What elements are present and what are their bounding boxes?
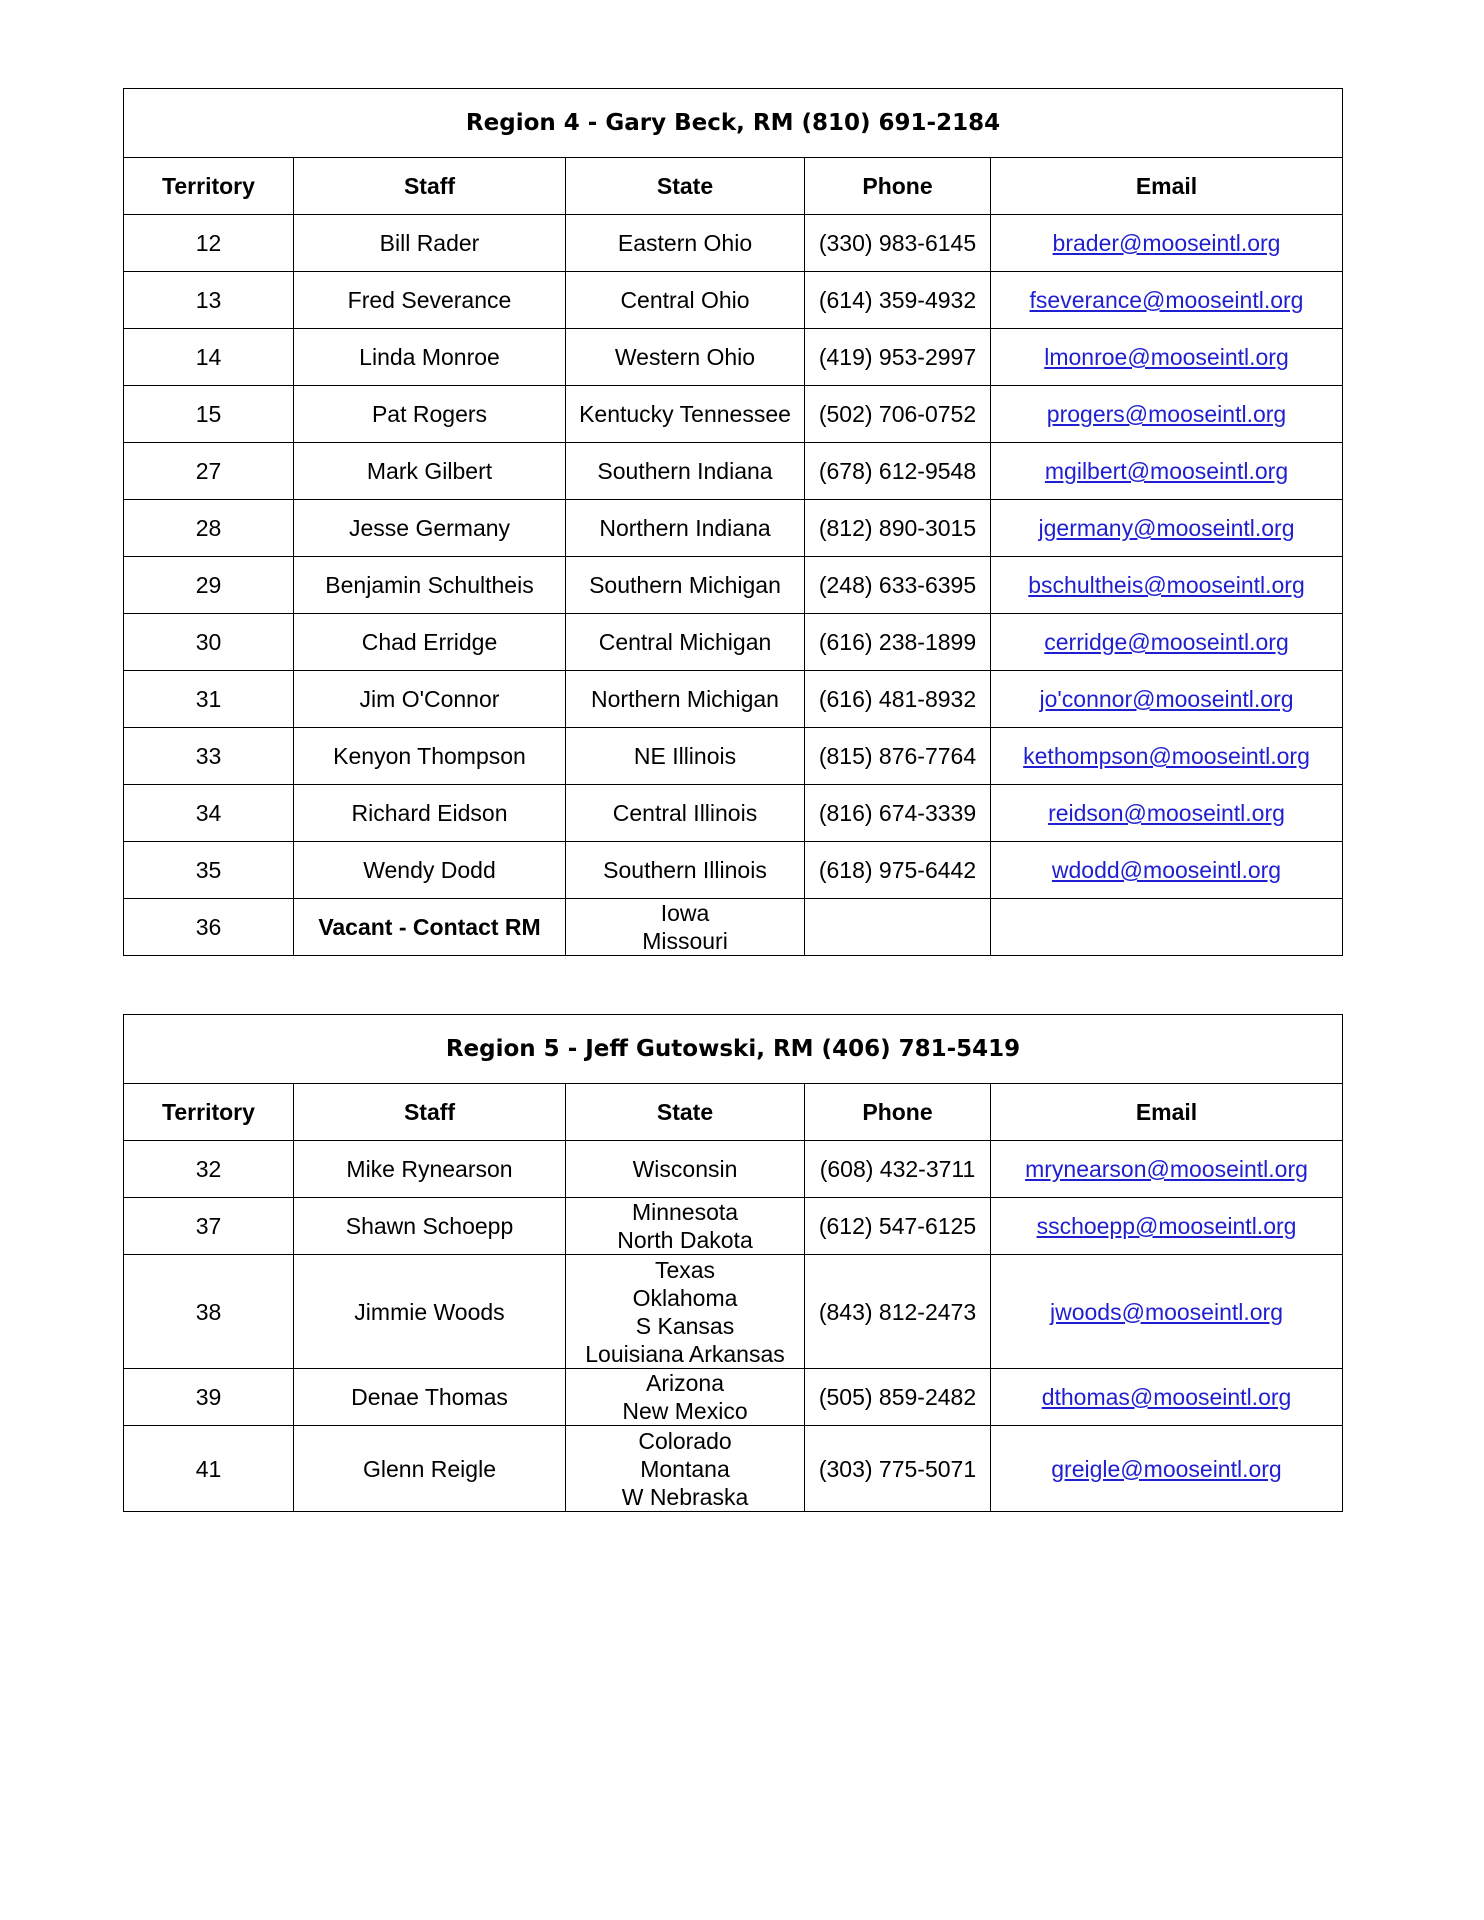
email-cell [991, 215, 1343, 272]
header-territory: Territory [124, 1084, 294, 1141]
email-link[interactable]: progers@mooseintl.org [1046, 401, 1287, 427]
table-row [124, 785, 1343, 842]
state-line: Eastern Ohio [617, 230, 753, 256]
email-cell [991, 671, 1343, 728]
email-cell [991, 728, 1343, 785]
table-row [124, 728, 1343, 785]
state-line: Western Ohio [614, 344, 756, 370]
phone-cell: (843) 812-2473 [805, 1255, 991, 1369]
email-link[interactable]: cerridge@mooseintl.org [1044, 629, 1289, 655]
staff-cell: Denae Thomas [294, 1369, 566, 1426]
state-cell [566, 899, 805, 956]
staff-cell: Mike Rynearson [294, 1141, 566, 1198]
territory-cell: 32 [124, 1141, 294, 1198]
state-line: Arizona [646, 1370, 724, 1396]
state-cell [566, 1141, 805, 1198]
header-phone: Phone [805, 158, 991, 215]
email-link[interactable]: dthomas@mooseintl.org [1041, 1384, 1292, 1410]
email-cell [991, 899, 1343, 956]
state-line: Missouri [642, 928, 728, 954]
table-row [124, 215, 1343, 272]
territory-cell: 34 [124, 785, 294, 842]
phone-cell: (419) 953-2997 [805, 329, 991, 386]
territory-cell: 41 [124, 1426, 294, 1512]
email-link[interactable]: jgermany@mooseintl.org [1038, 515, 1295, 541]
phone-cell: (812) 890-3015 [805, 500, 991, 557]
email-link[interactable]: jwoods@mooseintl.org [1050, 1298, 1284, 1325]
staff-cell: Benjamin Schultheis [294, 557, 566, 614]
email-cell [991, 1198, 1343, 1255]
state-line: Northern Indiana [599, 515, 771, 541]
email-link[interactable]: mgilbert@mooseintl.org [1044, 458, 1289, 484]
state-cell [566, 1369, 805, 1426]
email-cell [991, 842, 1343, 899]
state-cell [566, 500, 805, 557]
header-staff: Staff [294, 1084, 566, 1141]
territory-cell: 15 [124, 386, 294, 443]
staff-cell: Chad Erridge [294, 614, 566, 671]
state-line: Montana [640, 1455, 730, 1482]
territory-cell: 39 [124, 1369, 294, 1426]
table-row [124, 671, 1343, 728]
state-cell [566, 1255, 805, 1369]
state-line: Southern Illinois [603, 857, 767, 883]
table-row [124, 1426, 1343, 1512]
phone-cell: (616) 238-1899 [805, 614, 991, 671]
phone-cell: (248) 633-6395 [805, 557, 991, 614]
email-link[interactable]: kethompson@mooseintl.org [1023, 743, 1310, 769]
email-cell [991, 1141, 1343, 1198]
state-cell [566, 1198, 805, 1255]
phone-cell: (330) 983-6145 [805, 215, 991, 272]
staff-cell: Mark Gilbert [294, 443, 566, 500]
territory-cell: 38 [124, 1255, 294, 1369]
email-cell [991, 1255, 1343, 1369]
state-line: Southern Michigan [589, 572, 781, 598]
state-line: Oklahoma [632, 1284, 738, 1311]
phone-cell: (614) 359-4932 [805, 272, 991, 329]
state-line: Northern Michigan [591, 686, 779, 712]
state-cell [566, 329, 805, 386]
header-state: State [566, 1084, 805, 1141]
header-staff: Staff [294, 158, 566, 215]
state-cell [566, 215, 805, 272]
table-row [124, 1255, 1343, 1369]
table-row [124, 899, 1343, 956]
email-cell [991, 1369, 1343, 1426]
email-cell [991, 1426, 1343, 1512]
phone-cell: (678) 612-9548 [805, 443, 991, 500]
territory-cell: 30 [124, 614, 294, 671]
region-5-header-row [124, 1084, 1343, 1141]
email-link[interactable]: mrynearson@mooseintl.org [1025, 1156, 1308, 1182]
email-cell [991, 272, 1343, 329]
state-line: Southern Indiana [597, 458, 773, 484]
staff-cell: Shawn Schoepp [294, 1198, 566, 1255]
state-cell [566, 1426, 805, 1512]
email-cell [991, 443, 1343, 500]
staff-cell: Jim O'Connor [294, 671, 566, 728]
staff-cell: Fred Severance [294, 272, 566, 329]
state-line: New Mexico [622, 1398, 748, 1424]
table-row [124, 842, 1343, 899]
table-row [124, 443, 1343, 500]
table-row [124, 500, 1343, 557]
region-5-title: Region 5 - Jeff Gutowski, RM (406) 781-5419 [124, 1015, 1343, 1084]
staff-cell: Vacant - Contact RM [294, 899, 566, 956]
territory-cell: 36 [124, 899, 294, 956]
header-state: State [566, 158, 805, 215]
table-row [124, 614, 1343, 671]
header-email: Email [991, 158, 1343, 215]
table-row [124, 329, 1343, 386]
state-line: Minnesota [631, 1199, 739, 1225]
region-4-body [124, 215, 1343, 956]
header-phone: Phone [805, 1084, 991, 1141]
email-cell [991, 386, 1343, 443]
state-line: North Dakota [617, 1227, 753, 1253]
phone-cell: (618) 975-6442 [805, 842, 991, 899]
territory-cell: 35 [124, 842, 294, 899]
phone-cell: (502) 706-0752 [805, 386, 991, 443]
state-line: Central Michigan [598, 629, 772, 655]
region-5-table [123, 1014, 1343, 1512]
state-cell [566, 671, 805, 728]
state-line: Kentucky Tennessee [579, 401, 791, 427]
staff-cell: Jesse Germany [294, 500, 566, 557]
email-link[interactable]: bschultheis@mooseintl.org [1028, 572, 1305, 598]
staff-cell: Wendy Dodd [294, 842, 566, 899]
email-cell [991, 785, 1343, 842]
phone-cell: (616) 481-8932 [805, 671, 991, 728]
state-line: Colorado [638, 1427, 732, 1454]
staff-cell: Glenn Reigle [294, 1426, 566, 1512]
state-cell [566, 443, 805, 500]
table-row [124, 1369, 1343, 1426]
region-4-title: Region 4 - Gary Beck, RM (810) 691-2184 [124, 89, 1343, 158]
state-cell [566, 842, 805, 899]
state-cell [566, 785, 805, 842]
territory-cell: 27 [124, 443, 294, 500]
phone-cell: (816) 674-3339 [805, 785, 991, 842]
table-row [124, 272, 1343, 329]
staff-cell: Pat Rogers [294, 386, 566, 443]
territory-cell: 28 [124, 500, 294, 557]
territory-cell: 12 [124, 215, 294, 272]
table-row [124, 386, 1343, 443]
email-cell [991, 329, 1343, 386]
phone-cell: (303) 775-5071 [805, 1426, 991, 1512]
state-line: Louisiana Arkansas [585, 1340, 785, 1367]
email-link[interactable]: reidson@mooseintl.org [1048, 800, 1285, 826]
email-cell [991, 557, 1343, 614]
header-email: Email [991, 1084, 1343, 1141]
email-link[interactable]: wdodd@mooseintl.org [1051, 857, 1282, 883]
email-link[interactable]: jo'connor@mooseintl.org [1039, 686, 1294, 712]
staff-cell: Jimmie Woods [294, 1255, 566, 1369]
state-cell [566, 386, 805, 443]
territory-cell: 29 [124, 557, 294, 614]
table-row [124, 1141, 1343, 1198]
email-link[interactable]: lmonroe@mooseintl.org [1044, 344, 1289, 370]
email-cell [991, 614, 1343, 671]
email-link[interactable]: sschoepp@mooseintl.org [1036, 1213, 1297, 1239]
state-cell [566, 728, 805, 785]
phone-cell: (608) 432-3711 [805, 1141, 991, 1198]
phone-cell [805, 899, 991, 956]
state-line: NE Illinois [633, 743, 737, 769]
state-line: S Kansas [635, 1312, 735, 1339]
email-cell [991, 500, 1343, 557]
staff-cell: Bill Rader [294, 215, 566, 272]
phone-cell: (815) 876-7764 [805, 728, 991, 785]
staff-cell: Linda Monroe [294, 329, 566, 386]
state-cell [566, 557, 805, 614]
email-link[interactable]: brader@mooseintl.org [1052, 230, 1281, 256]
state-line: Central Ohio [620, 287, 750, 313]
phone-cell: (505) 859-2482 [805, 1369, 991, 1426]
territory-cell: 33 [124, 728, 294, 785]
phone-cell: (612) 547-6125 [805, 1198, 991, 1255]
staff-cell: Kenyon Thompson [294, 728, 566, 785]
state-line: Central Illinois [612, 800, 758, 826]
state-line: Iowa [660, 900, 710, 926]
territory-cell: 31 [124, 671, 294, 728]
region-4-header-row [124, 158, 1343, 215]
table-row [124, 1198, 1343, 1255]
region-5-body [124, 1141, 1343, 1512]
email-link[interactable]: greigle@mooseintl.org [1051, 1455, 1282, 1482]
email-link[interactable]: fseverance@mooseintl.org [1029, 287, 1304, 313]
territory-cell: 37 [124, 1198, 294, 1255]
table-row [124, 557, 1343, 614]
territory-cell: 13 [124, 272, 294, 329]
header-territory: Territory [124, 158, 294, 215]
staff-cell: Richard Eidson [294, 785, 566, 842]
state-line: W Nebraska [621, 1483, 749, 1510]
state-cell [566, 614, 805, 671]
territory-cell: 14 [124, 329, 294, 386]
state-line: Texas [654, 1256, 716, 1283]
state-cell [566, 272, 805, 329]
region-4-table [123, 88, 1343, 956]
state-line: Wisconsin [632, 1156, 738, 1182]
